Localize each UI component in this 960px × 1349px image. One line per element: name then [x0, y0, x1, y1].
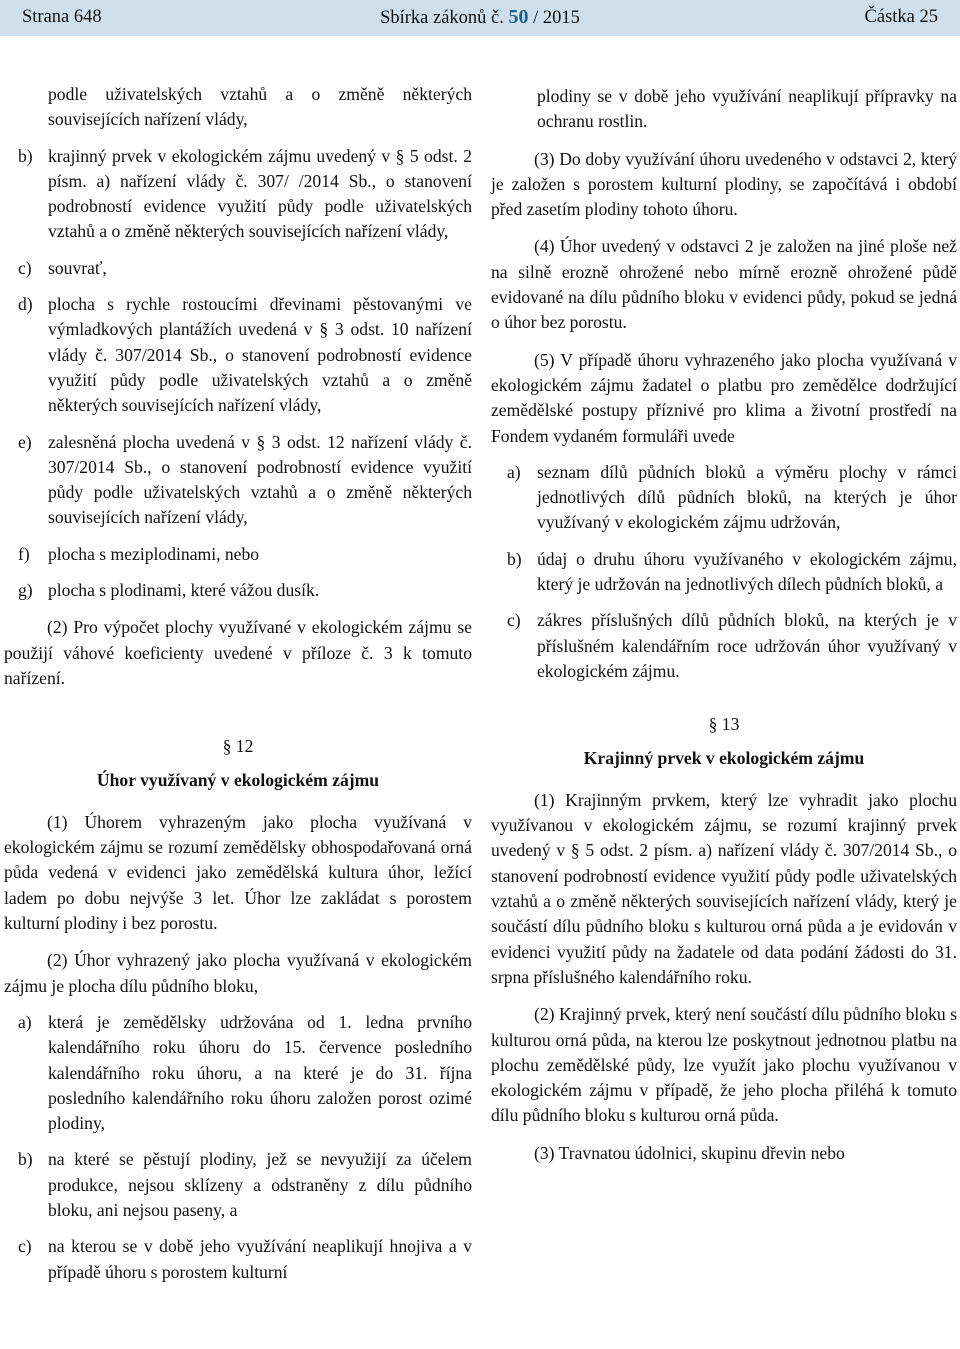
list-item: b) údaj o druhu úhoru využívaného v ekologickém zájmu, který je udržován na jednotlivých dílech půdních bloků, a — [507, 548, 957, 595]
paragraph: (2) Pro výpočet plochy využívané v ekologickém zájmu se použijí váhové koeficienty uvedené v příloze č. 3 k tomuto nařízení. — [4, 617, 472, 688]
list-item: c) zákres příslušných dílů půdních bloků, na kterých je v příslušném kalendářním roce udržován úhor využívaný v ekologickém zájmu. — [507, 610, 957, 681]
continued-text: plodiny se v době jeho využívání neaplikují přípravky na ochranu rostlin. — [537, 86, 957, 132]
section-number: § 12 — [222, 736, 254, 757]
section-title: Úhor využívaný v ekologickém zájmu — [96, 769, 380, 790]
paragraph: (3) Travnatou údolnici, skupinu dřevin nebo — [534, 1142, 845, 1163]
page-number: Strana 648 — [22, 7, 102, 28]
paragraph: (3) Do doby využívání úhoru uvedeného v odstavci 2, který je založen s porostem kulturní plodiny, se započítává i období před zasetím plodiny tohoto úhoru. — [491, 148, 957, 220]
paragraph: (1) Úhorem vyhrazeným jako plocha využívaná v ekologickém zájmu se rozumí zemědělsky obhospodařovaná orná půda vedená v evidenci jako zemědělská kultura úhor, ležící ladem po dobu nejvýše 3 let. Úhor lze zakládat s porostem kulturní plodiny i bez porostu. — [4, 811, 472, 934]
paragraph: (4) Úhor uvedený v odstavci 2 je založen na jiné ploše než na silně erozně ohrožené nebo mírně erozně ohrožené půdě evidované na dílu půdního bloku v evidenci půdy, pokud se jedná o úhor bez porostu. — [491, 236, 957, 333]
list-item: e) zalesněná plocha uvedená v § 3 odst. 12 nařízení vlády č. 307/2014 Sb., o stanovení podrobností evidence využití půdy podle uživatelských vztahů a o změně některých souvisejících nařízení vlády, — [18, 431, 472, 528]
list-items-c — [491, 460, 957, 684]
left-column — [4, 82, 472, 1285]
list-item: d) plocha s rychle rostoucími dřevinami pěstovanými ve výmladkových plantážích uvedená v § 3 odst. 10 nařízení vlády č. 307/2014 Sb., o stanovení podrobností evidence využití půdy podle uživatelských vztahů a o změně některých souvisejících nařízení vlády, — [18, 294, 472, 416]
part-number: Částka 25 — [864, 7, 938, 28]
paragraph: (1) Krajinným prvkem, který lze vyhradit jako plochu využívanou v ekologickém zájmu, se rozumí krajinný prvek uvedený v § 5 odst. 2 písm. a) nařízení vlády č. 307/2014 Sb., o stanovení podrobností evidence využití půdy podle uživatelských vztahů a o změně některých souvisejících nařízení vlády, který je součástí dílu půdního bloku s kulturou orná půda a je evidován v evidenci využití půdy na žadatele od data podání žádosti do 31. srpna příslušného kalendářního roku. — [491, 789, 957, 987]
list-item: b) krajinný prvek v ekologickém zájmu uvedený v § 5 odst. 2 písm. a) nařízení vlády č. 307/ /2014 Sb., o stanovení podrobností evidence využití půdy podle uživatelských vztahů a o změně některých souvisejících nařízení vlády, — [18, 145, 472, 242]
continued-text: podle uživatelských vztahů a o změně některých souvisejících nařízení vlády, — [48, 84, 472, 130]
collection-title: Sbírka zákonů č. 50 / 2015 — [380, 5, 580, 28]
list-items-a — [4, 144, 472, 604]
list-item: g) plocha s plodinami, které vážou dusík. — [18, 580, 320, 601]
paragraph: (2) Krajinný prvek, který není součástí dílu půdního bloku s kulturou orná půda, na kterou lze poskytnout jednotnou platbu na plochu zemědělské půdy, lze využít jako plochu využívanou v ekologickém zájmu v případě, že jeho plocha přiléhá k tomuto dílu půdního bloku s kulturou orná půda. — [491, 1004, 957, 1126]
list-item: f) plocha s meziplodinami, nebo — [18, 543, 260, 564]
collection-number: 50 — [508, 5, 529, 28]
paragraph: (2) Úhor vyhrazený jako plocha využívaná v ekologickém zájmu je plocha dílu půdního bloku, — [4, 950, 472, 996]
list-item: b) na které se pěstují plodiny, jež se nevyužijí za účelem produkce, nejsou sklízeny a odstraněny z dílu půdního bloku, ani nejsou paseny, a — [18, 1149, 472, 1220]
list-item: a) seznam dílů půdních bloků a výměru plochy v rámci jednotlivých dílů půdních bloků, na kterých je úhor využívaný v ekologickém zájmu udržován, — [507, 461, 957, 533]
paragraph: (5) V případě úhoru vyhrazeného jako plocha využívaná v ekologickém zájmu žadatel o platbu pro zemědělce dodržující zemědělské postupy příznivé pro klima a životní prostředí na Fondem vydaném formuláři uvede — [491, 349, 957, 446]
right-column — [491, 84, 957, 1166]
section-number: § 13 — [708, 714, 740, 735]
page-header — [0, 0, 960, 36]
section-title: Krajinný prvek v ekologickém zájmu — [583, 747, 865, 768]
list-items-b — [4, 1010, 472, 1285]
list-item: a) která je zemědělsky udržována od 1. ledna prvního kalendářního roku úhoru do 15. července posledního kalendářního roku úhoru, a na které je do 31. října posledního kalendářního roku úhoru založen porost ozimé plodiny, — [18, 1011, 472, 1134]
list-item: c) na kterou se v době jeho využívání neaplikují hnojiva a v případě úhoru s porostem kulturní — [18, 1236, 472, 1282]
list-item: c) souvrať, — [18, 257, 107, 278]
